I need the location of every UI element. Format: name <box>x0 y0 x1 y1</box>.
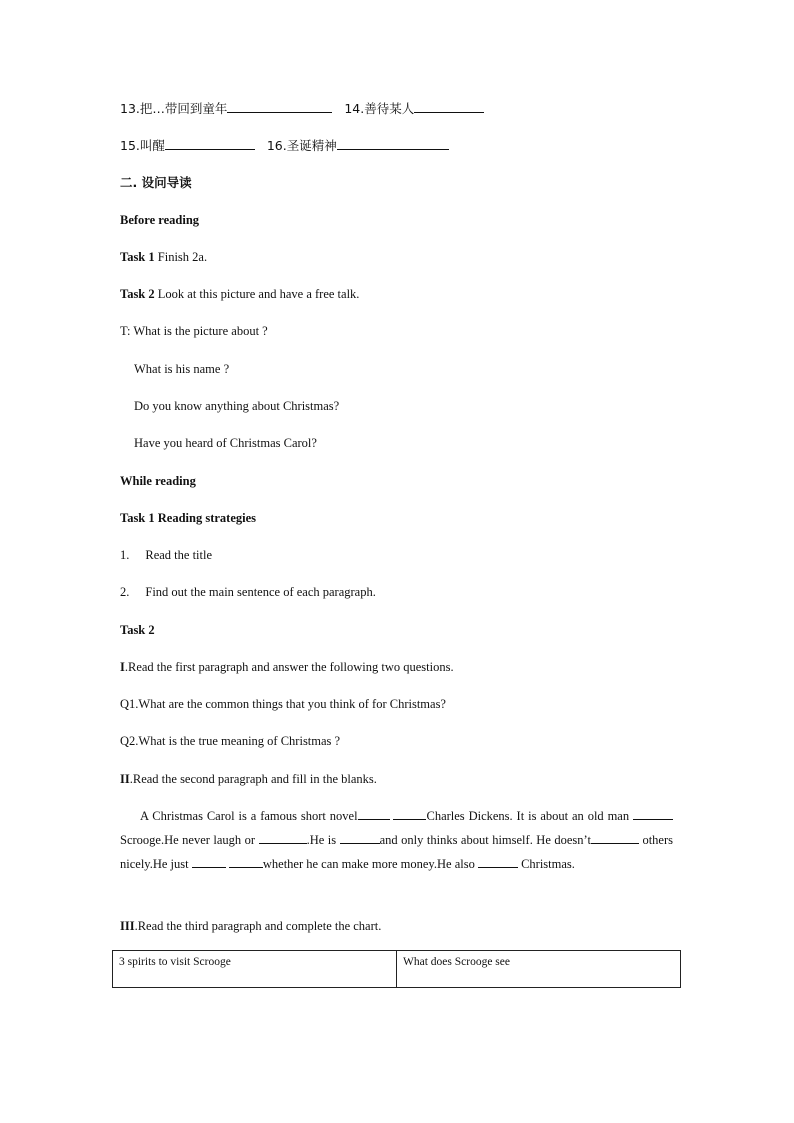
answer-blank[interactable] <box>340 832 380 844</box>
task-text: Finish 2a. <box>157 250 208 264</box>
teacher-question: Have you heard of Christmas Carol? <box>134 436 317 450</box>
instruction-text: .Read the second paragraph and fill in the blanks. <box>129 772 377 786</box>
part-3-instruction <box>120 918 381 934</box>
scrooge-chart <box>112 950 681 988</box>
part-1-instruction <box>120 659 454 675</box>
roman-numeral: I <box>120 660 125 674</box>
part-2-instruction <box>120 771 377 787</box>
answer-blank[interactable] <box>358 808 390 820</box>
teacher-question: What is his name ? <box>134 362 230 376</box>
answer-blank[interactable] <box>229 856 263 868</box>
task-text: Look at this picture and have a free talk. <box>157 287 360 301</box>
list-number: 1. <box>120 548 130 562</box>
answer-blank[interactable] <box>259 832 307 844</box>
answer-blank[interactable] <box>591 832 639 844</box>
list-text: Find out the main sentence of each paragraph. <box>145 585 376 599</box>
strategy-item <box>120 547 212 563</box>
roman-numeral: III <box>120 919 135 933</box>
vocab-item-16: 16.圣诞精神 <box>266 138 337 153</box>
roman-numeral: II <box>120 772 130 786</box>
answer-blank[interactable] <box>337 138 449 150</box>
list-number: 2. <box>120 585 130 599</box>
instruction-text: .Read the first paragraph and answer the following two questions. <box>124 660 454 674</box>
table-row <box>113 951 681 988</box>
answer-blank[interactable] <box>393 808 426 820</box>
vocab-row-13-14 <box>120 101 484 117</box>
vocab-item-14: 14.善待某人 <box>344 101 415 116</box>
fill-in-passage <box>120 804 673 876</box>
table-header-cell: 3 spirits to visit Scrooge <box>113 951 397 988</box>
vocab-item-15: 15.叫醒 <box>120 138 165 153</box>
answer-blank[interactable] <box>633 808 673 820</box>
task-label: Task 2 <box>120 287 155 301</box>
question-2: Q2.What is the true meaning of Christmas ? <box>120 734 341 748</box>
task-2-line <box>120 286 359 302</box>
answer-blank[interactable] <box>192 856 226 868</box>
section-heading: 二. 设问导读 <box>120 175 192 190</box>
vocab-row-15-16 <box>120 138 449 154</box>
before-reading-heading: Before reading <box>120 213 200 227</box>
passage-text: Christmas. <box>521 857 575 871</box>
task-label: Task 1 <box>120 250 155 264</box>
passage-text: and only thinks about himself. He doesn’t <box>379 833 591 847</box>
teacher-question: Do you know anything about Christmas? <box>134 399 340 413</box>
passage-text: Scrooge.He never laugh or <box>120 833 256 847</box>
answer-blank[interactable] <box>227 101 332 113</box>
task-2-heading: Task 2 <box>120 623 155 637</box>
while-reading-heading: While reading <box>120 474 196 488</box>
answer-blank[interactable] <box>414 101 484 113</box>
answer-blank[interactable] <box>165 138 255 150</box>
strategy-item <box>120 584 376 600</box>
passage-text: Charles Dickens. It is about an old man <box>426 809 630 823</box>
table-header-cell: What does Scrooge see <box>397 951 681 988</box>
vocab-item-13: 13.把…带回到童年 <box>120 101 228 116</box>
teacher-question: T: What is the picture about ? <box>120 324 268 338</box>
list-text: Read the title <box>145 548 213 562</box>
passage-text: .He is <box>306 833 337 847</box>
answer-blank[interactable] <box>478 856 518 868</box>
passage-text: whether he can make more money.He also <box>262 857 475 871</box>
passage-text: others nicely.He just <box>120 833 674 871</box>
task-1-line <box>120 249 207 265</box>
passage-text: A Christmas Carol is a famous short novel <box>140 809 358 823</box>
instruction-text: .Read the third paragraph and complete the chart. <box>134 919 382 933</box>
task-1-heading: Task 1 Reading strategies <box>120 511 257 525</box>
question-1: Q1.What are the common things that you think of for Christmas? <box>120 697 446 711</box>
